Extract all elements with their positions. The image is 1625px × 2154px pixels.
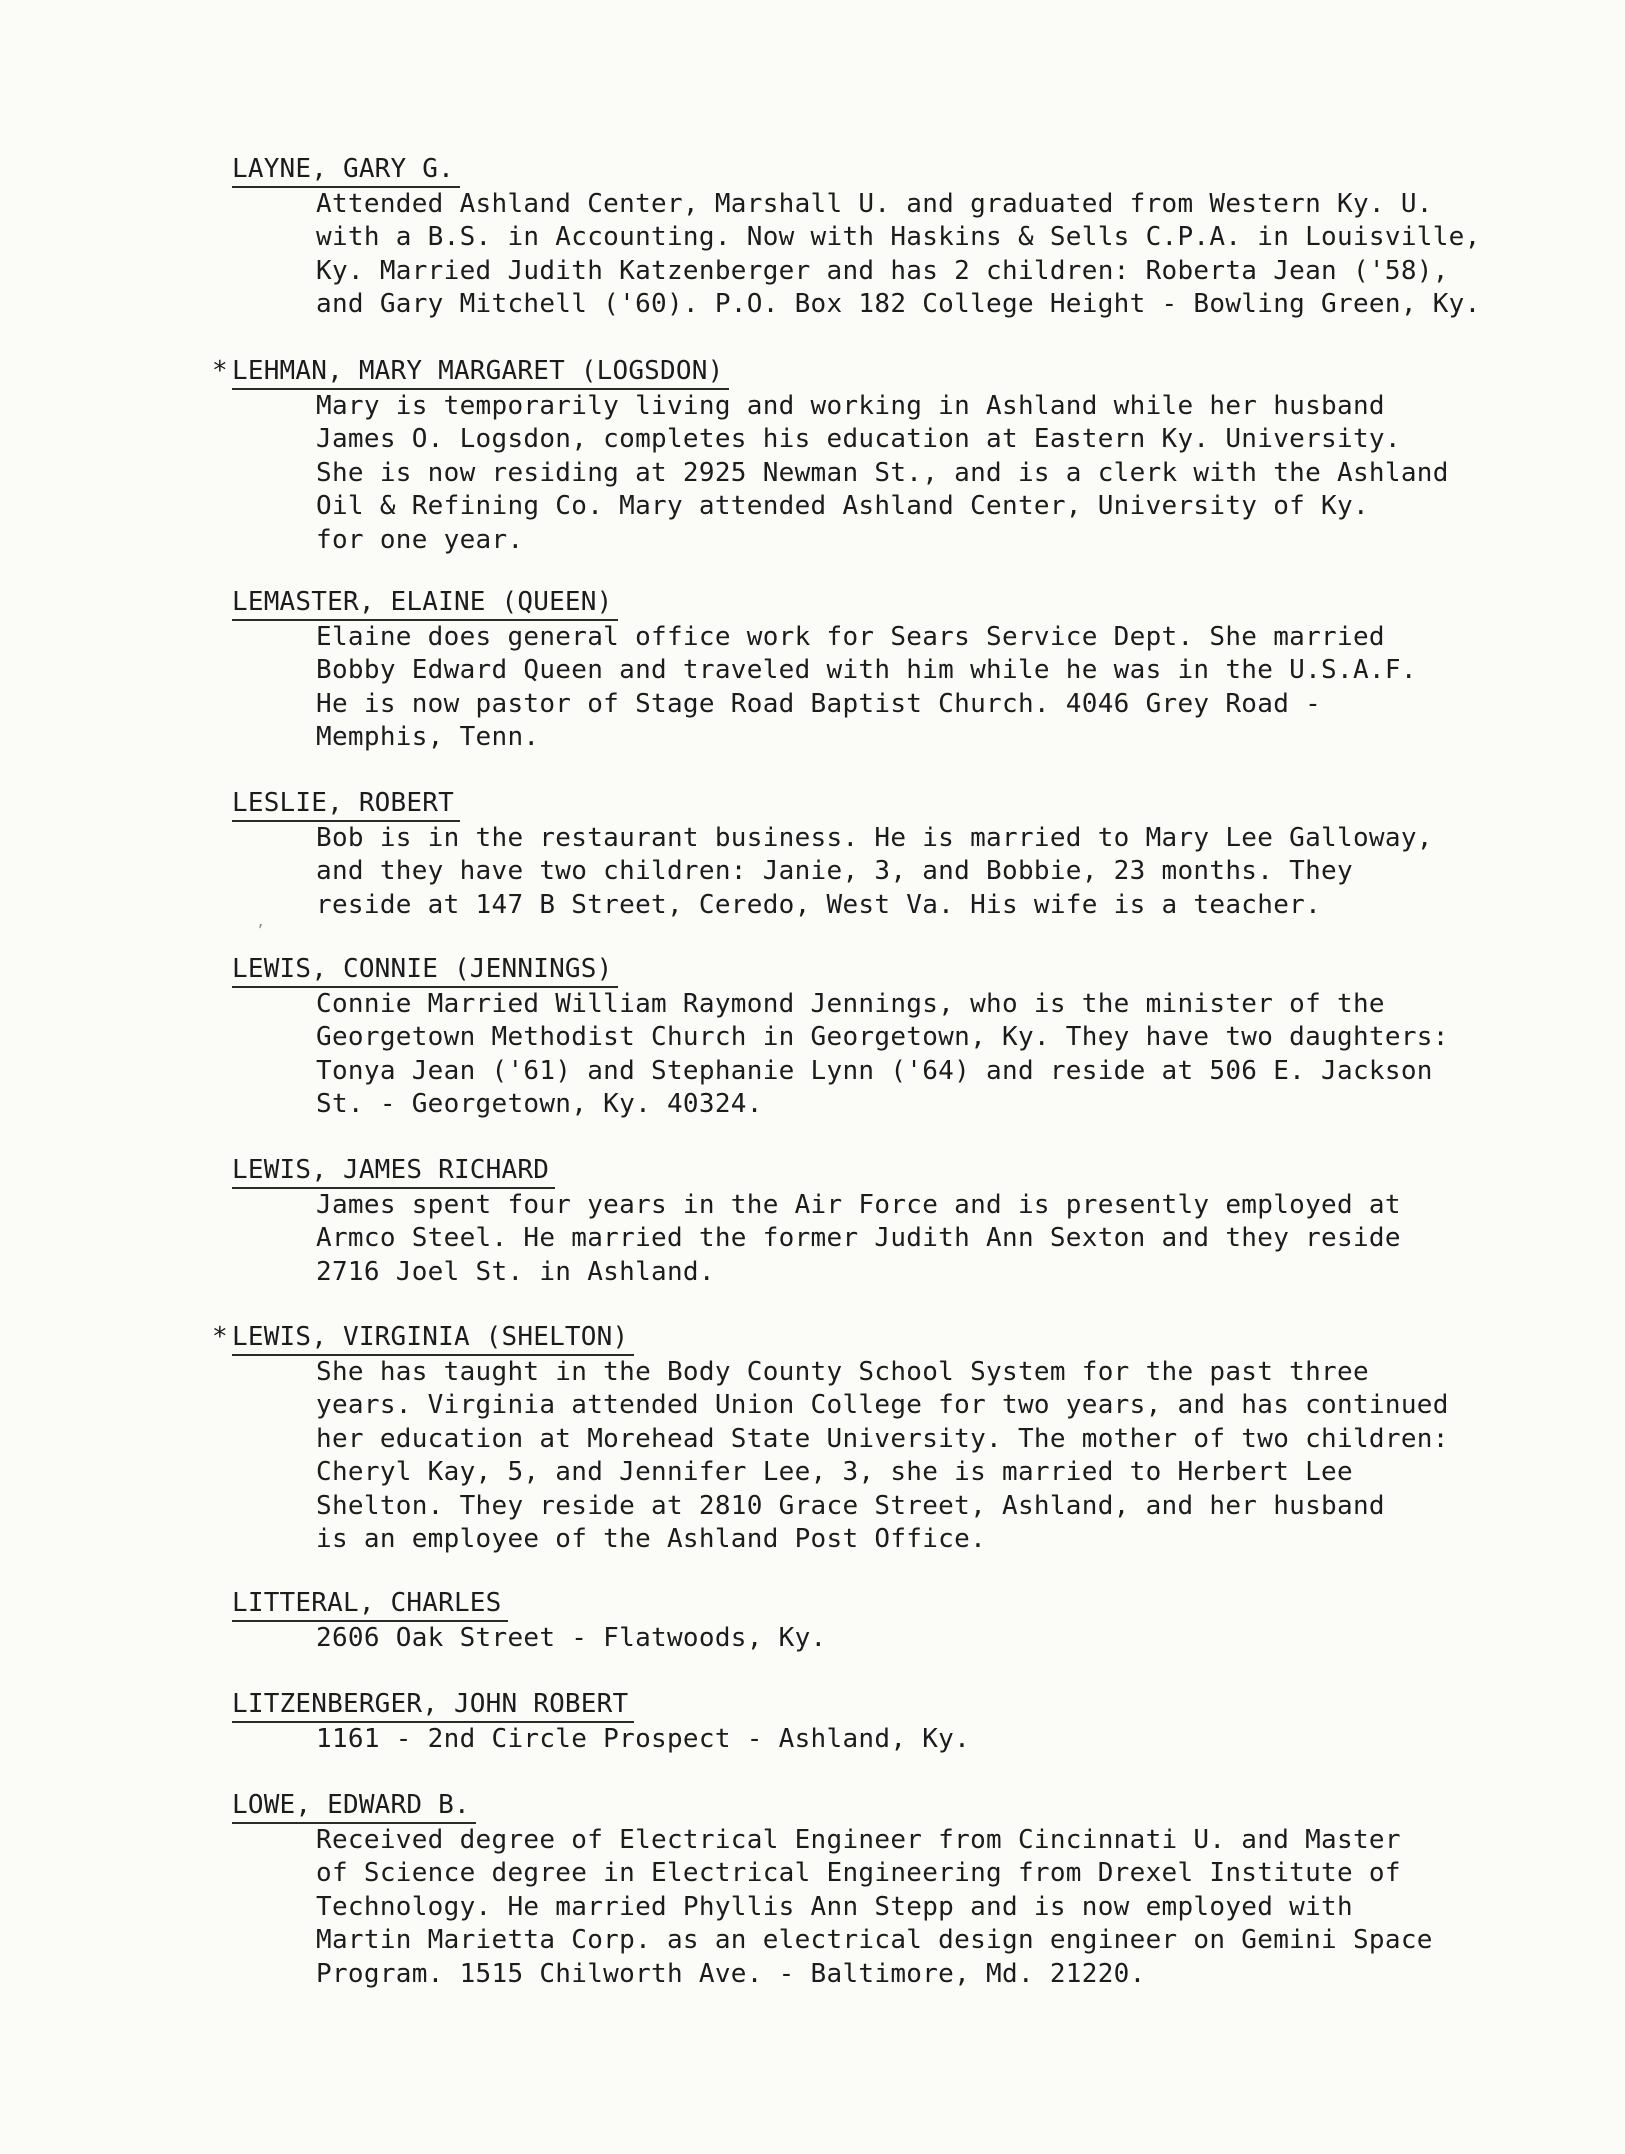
entry-name: LESLIE, ROBERT	[232, 786, 460, 822]
entry-body	[316, 621, 1562, 755]
entry-lewis-connie	[232, 952, 1562, 1122]
entry-layne-gary	[232, 152, 1562, 322]
entry-line: 1161 - 2nd Circle Prospect - Ashland, Ky.	[316, 1724, 971, 1754]
entry-line: Oil & Refining Co. Mary attended Ashland Center, University of Ky.	[316, 491, 1369, 522]
stray-pen-mark: ’	[256, 923, 265, 939]
entry-name: LEWIS, CONNIE (JENNINGS)	[232, 952, 618, 988]
entry-body	[316, 1622, 1562, 1655]
entry-line: Attended Ashland Center, Marshall U. and graduated from Western Ky. U.	[316, 189, 1433, 219]
entry-name-text: LEHMAN, MARY MARGARET (LOGSDON)	[232, 356, 724, 386]
entry-name: LITTERAL, CHARLES	[232, 1586, 508, 1622]
entry-lewis-james	[232, 1153, 1562, 1289]
entry-line: St. - Georgetown, Ky. 40324.	[316, 1089, 763, 1120]
entry-line: and they have two children: Janie, 3, and Bobbie, 23 months. They	[316, 856, 1353, 887]
entry-line: Shelton. They reside at 2810 Grace Street, Ashland, and her husband	[316, 1490, 1385, 1521]
entry-litzenberger-john	[232, 1687, 1562, 1756]
entry-line: with a B.S. in Accounting. Now with Haskins & Sells C.P.A. in Louisville,	[316, 222, 1481, 253]
entry-lemaster-elaine	[232, 585, 1562, 755]
entry-line: her education at Morehead State University. The mother of two children:	[316, 1423, 1449, 1454]
entry-name: LEMASTER, ELAINE (QUEEN)	[232, 585, 618, 621]
entry-line: Bobby Edward Queen and traveled with him while he was in the U.S.A.F.	[316, 655, 1417, 686]
entry-name: LITZENBERGER, JOHN ROBERT	[232, 1687, 634, 1723]
entry-name	[212, 354, 729, 390]
entry-line: Program. 1515 Chilworth Ave. - Baltimore, Md. 21220.	[316, 1958, 1146, 1989]
entry-body	[316, 988, 1562, 1122]
entry-line: reside at 147 B Street, Ceredo, West Va. His wife is a teacher.	[316, 889, 1322, 920]
entry-body	[316, 1356, 1562, 1556]
entry-line: Georgetown Methodist Church in Georgetown, Ky. They have two daughters:	[316, 1022, 1449, 1053]
entry-leslie-robert	[232, 786, 1562, 922]
entry-name: LOWE, EDWARD B.	[232, 1788, 476, 1824]
entry-line: Connie Married William Raymond Jennings, who is the minister of the	[316, 989, 1385, 1019]
entry-line: is an employee of the Ashland Post Office.	[316, 1524, 987, 1555]
entry-line: for one year.	[316, 524, 524, 555]
entry-body	[316, 1189, 1562, 1289]
entry-line: Armco Steel. He married the former Judith Ann Sexton and they reside	[316, 1223, 1401, 1254]
entry-body	[316, 1723, 1562, 1756]
entry-lewis-virginia	[212, 1320, 1562, 1556]
entry-line: and Gary Mitchell ('60). P.O. Box 182 College Height - Bowling Green, Ky.	[316, 289, 1481, 320]
entry-lehman-mary	[212, 354, 1562, 557]
entry-litteral-charles	[232, 1586, 1562, 1655]
entry-line: 2716 Joel St. in Ashland.	[316, 1256, 715, 1287]
entry-name	[212, 1320, 634, 1356]
entry-line: Elaine does general office work for Sears Service Dept. She married	[316, 622, 1385, 652]
entry-line: of Science degree in Electrical Engineering from Drexel Institute of	[316, 1858, 1401, 1889]
entry-line: Ky. Married Judith Katzenberger and has 2 children: Roberta Jean ('58),	[316, 255, 1449, 286]
entry-line: She has taught in the Body County School System for the past three	[316, 1357, 1369, 1387]
entry-line: Bob is in the restaurant business. He is married to Mary Lee Galloway,	[316, 823, 1433, 853]
asterisk-marker: *	[212, 356, 228, 386]
entry-line: Mary is temporarily living and working in Ashland while her husband	[316, 391, 1385, 421]
entry-line: Technology. He married Phyllis Ann Stepp and is now employed with	[316, 1891, 1353, 1922]
entry-line: Received degree of Electrical Engineer from Cincinnati U. and Master	[316, 1825, 1401, 1855]
entry-line: Memphis, Tenn.	[316, 722, 540, 753]
entry-lowe-edward	[232, 1788, 1562, 1991]
entry-body	[316, 390, 1562, 557]
entry-line: 2606 Oak Street - Flatwoods, Ky.	[316, 1623, 827, 1653]
entry-line: years. Virginia attended Union College for two years, and has continued	[316, 1390, 1449, 1421]
entry-line: James O. Logsdon, completes his education at Eastern Ky. University.	[316, 424, 1401, 455]
entry-name: LAYNE, GARY G.	[232, 152, 460, 188]
entry-line: He is now pastor of Stage Road Baptist Church. 4046 Grey Road -	[316, 688, 1322, 719]
entry-line: She is now residing at 2925 Newman St., and is a clerk with the Ashland	[316, 457, 1449, 488]
entry-body	[316, 188, 1562, 322]
entry-body	[316, 1824, 1562, 1991]
entry-body	[316, 822, 1562, 922]
entry-line: Tonya Jean ('61) and Stephanie Lynn ('64) and reside at 506 E. Jackson	[316, 1055, 1433, 1086]
asterisk-marker: *	[212, 1322, 228, 1352]
entry-name: LEWIS, JAMES RICHARD	[232, 1153, 555, 1189]
entry-name-text: LEWIS, VIRGINIA (SHELTON)	[232, 1322, 629, 1352]
entry-line: Cheryl Kay, 5, and Jennifer Lee, 3, she is married to Herbert Lee	[316, 1457, 1353, 1488]
entry-line: Martin Marietta Corp. as an electrical design engineer on Gemini Space	[316, 1925, 1433, 1956]
entry-line: James spent four years in the Air Force and is presently employed at	[316, 1190, 1401, 1220]
